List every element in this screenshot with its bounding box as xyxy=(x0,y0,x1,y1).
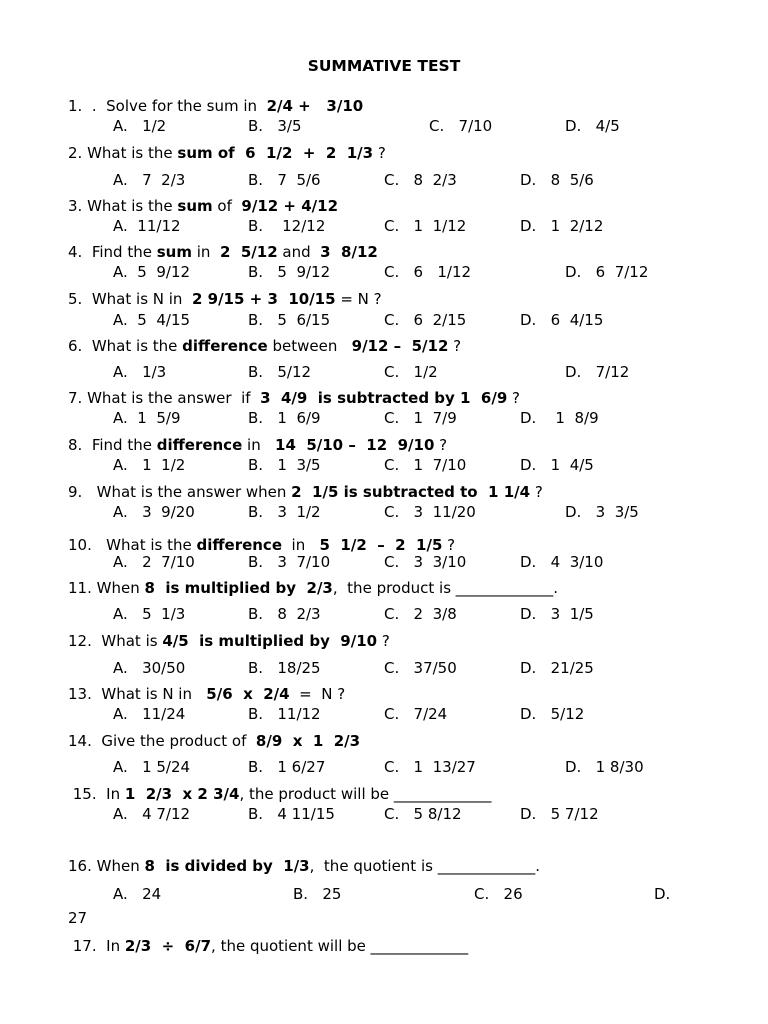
option-14-b: B. 1 6/27 xyxy=(248,758,326,776)
option-1-d: D. 4/5 xyxy=(565,117,620,135)
question-text: 9. What is the answer when xyxy=(68,483,292,501)
option-6-a: A. 1/3 xyxy=(113,363,167,381)
question-text: ? xyxy=(434,436,448,454)
option-12-b: B. 18/25 xyxy=(248,659,321,677)
option-5-d: D. 6 4/15 xyxy=(520,311,604,329)
question-emphasis: 2 5/12 xyxy=(219,243,278,261)
option-9-c: C. 3 11/20 xyxy=(384,503,476,521)
question-12 xyxy=(68,631,390,651)
question-emphasis: 8 is multiplied by 2/3 xyxy=(144,579,333,597)
option-2-d: D. 8 5/6 xyxy=(520,171,594,189)
option-10-d: D. 4 3/10 xyxy=(520,553,604,571)
question-16 xyxy=(68,856,540,876)
option-12-d: D. 21/25 xyxy=(520,659,594,677)
question-emphasis: 2/3 ÷ 6/7 xyxy=(124,937,212,955)
question-text: , the quotient is _____________. xyxy=(309,857,540,875)
question-emphasis: 1 2/3 x 2 3/4 xyxy=(124,785,240,803)
question-text: , the product is _____________. xyxy=(332,579,559,597)
option-6-b: B. 5/12 xyxy=(248,363,312,381)
question-emphasis: 4/5 is multiplied by 9/10 xyxy=(162,632,378,650)
question-text: ? xyxy=(377,632,390,650)
question-text: 13. What is N in xyxy=(68,685,207,703)
question-text: ? xyxy=(442,536,456,554)
question-9 xyxy=(68,482,543,502)
option-16-a: A. 24 xyxy=(113,885,162,903)
option-15-d: D. 5 7/12 xyxy=(520,805,599,823)
question-emphasis: 2/4 + 3/10 xyxy=(266,97,364,115)
question-text: 15. In xyxy=(68,785,125,803)
option-13-a: A. 11/24 xyxy=(113,705,186,723)
option-10-a: A. 2 7/10 xyxy=(113,553,195,571)
question-emphasis: difference xyxy=(196,536,283,554)
question-5 xyxy=(68,289,382,309)
question-emphasis: 8 is divided by 1/3 xyxy=(144,857,310,875)
question-6 xyxy=(68,336,461,356)
option-16-d: D. xyxy=(654,885,671,903)
option-7-a: A. 1 5/9 xyxy=(113,409,181,427)
question-emphasis: 3 8/12 xyxy=(320,243,378,261)
option-2-c: C. 8 2/3 xyxy=(384,171,457,189)
question-text: in xyxy=(191,243,220,261)
question-emphasis: 5/6 x 2/4 xyxy=(206,685,290,703)
option-7-d: D. 1 8/9 xyxy=(520,409,599,427)
option-9-a: A. 3 9/20 xyxy=(113,503,195,521)
option-6-c: C. 1/2 xyxy=(384,363,438,381)
question-text: 6. What is the xyxy=(68,337,183,355)
question-emphasis: 8/9 x 1 2/3 xyxy=(255,732,361,750)
question-text: 17. In xyxy=(68,937,125,955)
question-4 xyxy=(68,242,378,262)
option-1-b: B. 3/5 xyxy=(248,117,302,135)
option-8-d: D. 1 4/5 xyxy=(520,456,594,474)
question-text: 4. Find the xyxy=(68,243,157,261)
option-16-d-wrap: 27 xyxy=(68,909,88,927)
option-15-c: C. 5 8/12 xyxy=(384,805,462,823)
question-text: 10. What is the xyxy=(68,536,197,554)
option-8-a: A. 1 1/2 xyxy=(113,456,186,474)
question-emphasis: difference xyxy=(156,436,243,454)
question-13 xyxy=(68,684,345,704)
question-1 xyxy=(68,96,363,116)
question-text: = N ? xyxy=(289,685,346,703)
question-emphasis: difference xyxy=(182,337,268,355)
option-3-a: A. 11/12 xyxy=(113,217,181,235)
question-17 xyxy=(68,936,468,956)
option-6-d: D. 7/12 xyxy=(565,363,630,381)
option-3-d: D. 1 2/12 xyxy=(520,217,604,235)
option-14-d: D. 1 8/30 xyxy=(565,758,644,776)
question-15 xyxy=(68,784,491,804)
option-1-c: C. 7/10 xyxy=(429,117,493,135)
option-7-c: C. 1 7/9 xyxy=(384,409,457,427)
option-4-c: C. 6 1/12 xyxy=(384,263,472,281)
question-text: 1. . Solve for the sum in xyxy=(68,97,267,115)
option-14-a: A. 1 5/24 xyxy=(113,758,191,776)
question-text: 8. Find the xyxy=(68,436,157,454)
question-14 xyxy=(68,731,360,751)
question-8 xyxy=(68,435,447,455)
question-text: 16. When xyxy=(68,857,145,875)
option-9-b: B. 3 1/2 xyxy=(248,503,321,521)
option-11-b: B. 8 2/3 xyxy=(248,605,321,623)
question-text: in xyxy=(282,536,320,554)
option-3-c: C. 1 1/12 xyxy=(384,217,467,235)
option-15-a: A. 4 7/12 xyxy=(113,805,191,823)
question-text: between xyxy=(267,337,352,355)
option-4-b: B. 5 9/12 xyxy=(248,263,331,281)
option-4-a: A. 5 9/12 xyxy=(113,263,191,281)
option-12-c: C. 37/50 xyxy=(384,659,457,677)
question-text: 7. What is the answer if xyxy=(68,389,261,407)
question-text: in xyxy=(242,436,276,454)
question-text: 2. What is the xyxy=(68,144,178,162)
question-text: 14. Give the product of xyxy=(68,732,256,750)
question-emphasis: sum xyxy=(156,243,192,261)
option-13-c: C. 7/24 xyxy=(384,705,448,723)
option-13-d: D. 5/12 xyxy=(520,705,585,723)
option-10-b: B. 3 7/10 xyxy=(248,553,331,571)
question-7 xyxy=(68,388,520,408)
option-16-b: B. 25 xyxy=(293,885,342,903)
question-text: ? xyxy=(373,144,386,162)
question-text: ? xyxy=(448,337,462,355)
question-emphasis: 3 4/9 is subtracted by 1 6/9 xyxy=(260,389,508,407)
option-9-d: D. 3 3/5 xyxy=(565,503,639,521)
page-title: SUMMATIVE TEST xyxy=(307,57,461,75)
question-emphasis: 9/12 – 5/12 xyxy=(351,337,449,355)
option-5-a: A. 5 4/15 xyxy=(113,311,191,329)
question-text: = N ? xyxy=(335,290,382,308)
question-emphasis: sum xyxy=(177,197,213,215)
option-5-b: B. 5 6/15 xyxy=(248,311,331,329)
option-15-b: B. 4 11/15 xyxy=(248,805,335,823)
question-text: , the quotient will be _____________ xyxy=(211,937,469,955)
question-2 xyxy=(68,143,386,163)
question-text: 12. What is xyxy=(68,632,163,650)
option-11-d: D. 3 1/5 xyxy=(520,605,594,623)
option-8-c: C. 1 7/10 xyxy=(384,456,467,474)
option-3-b: B. 12/12 xyxy=(248,217,326,235)
question-text: ? xyxy=(507,389,520,407)
question-11 xyxy=(68,578,558,598)
question-text: 3. What is the xyxy=(68,197,178,215)
option-13-b: B. 11/12 xyxy=(248,705,321,723)
question-text: and xyxy=(277,243,321,261)
question-text: 11. When xyxy=(68,579,145,597)
option-11-c: C. 2 3/8 xyxy=(384,605,457,623)
question-emphasis: sum of 6 1/2 + 2 1/3 xyxy=(177,144,374,162)
option-2-a: A. 7 2/3 xyxy=(113,171,186,189)
question-emphasis: 2 9/15 + 3 10/15 xyxy=(191,290,336,308)
question-emphasis: 2 1/5 is subtracted to 1 1/4 xyxy=(291,483,531,501)
option-16-c: C. 26 xyxy=(474,885,523,903)
question-emphasis: 9/12 + 4/12 xyxy=(241,197,339,215)
option-4-d: D. 6 7/12 xyxy=(565,263,649,281)
question-text: of xyxy=(212,197,242,215)
option-5-c: C. 6 2/15 xyxy=(384,311,467,329)
option-11-a: A. 5 1/3 xyxy=(113,605,186,623)
option-2-b: B. 7 5/6 xyxy=(248,171,321,189)
option-1-a: A. 1/2 xyxy=(113,117,167,135)
option-12-a: A. 30/50 xyxy=(113,659,186,677)
question-text: ? xyxy=(530,483,543,501)
option-14-c: C. 1 13/27 xyxy=(384,758,476,776)
option-8-b: B. 1 3/5 xyxy=(248,456,321,474)
question-text: , the product will be _____________ xyxy=(239,785,492,803)
option-10-c: C. 3 3/10 xyxy=(384,553,467,571)
question-text: 5. What is N in xyxy=(68,290,192,308)
question-3 xyxy=(68,196,338,216)
question-emphasis: 14 5/10 – 12 9/10 xyxy=(275,436,435,454)
question-emphasis: 5 1/2 – 2 1/5 xyxy=(319,536,443,554)
option-7-b: B. 1 6/9 xyxy=(248,409,321,427)
